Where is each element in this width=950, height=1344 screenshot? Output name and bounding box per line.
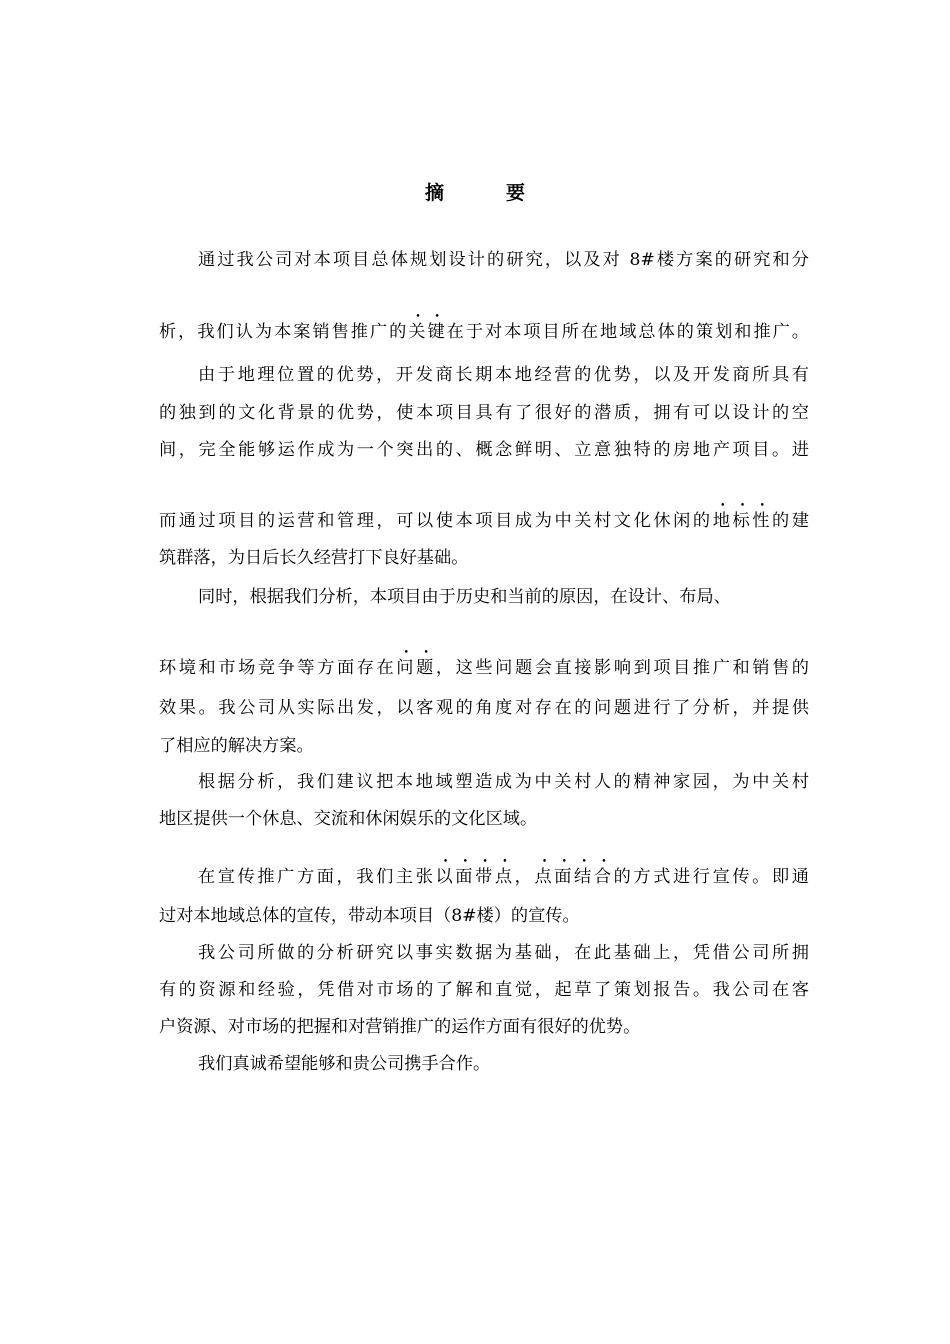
emphasized-text: 地标性: [712, 511, 773, 531]
paragraph-line: [159, 400, 809, 426]
emphasized-text: 关键: [408, 322, 447, 342]
paragraph-line: [198, 1051, 809, 1077]
line-text: ，这些问题会直接影响到项目推广和销售的: [435, 658, 809, 678]
line-text: ，: [514, 867, 535, 887]
paragraph-line: [159, 806, 809, 832]
paragraph-line: [198, 940, 809, 966]
line-text: 有的资源和经验，凭借对市场的了解和直觉，起草了策划报告。我公司在客: [159, 980, 809, 1000]
line-text: 地区提供一个休息、交流和休闲娱乐的文化区域。: [159, 809, 538, 829]
line-text: 间，完全能够运作成为一个突出的、概念鲜明、立意独特的房地产项目。进: [159, 440, 809, 460]
line-text: 效果。我公司从实际出发，以客观的角度对存在的问题进行了分析，并提供: [159, 698, 809, 718]
line-text: 过对本地域总体的宣传，带动本项目（8#楼）的宣传。: [159, 906, 580, 926]
line-text: 筑群落，为日后长久经营打下良好基础。: [159, 548, 469, 568]
emphasized-text: 问题: [396, 658, 436, 678]
paragraph-line: [198, 584, 809, 610]
paragraph-line: [159, 903, 809, 929]
emphasized-text: 以面带点: [435, 867, 515, 887]
line-text: 的方式进行宣传。即通: [613, 867, 809, 887]
paragraph-line: [159, 1014, 809, 1040]
line-text: 在宣传推广方面，我们主张: [198, 867, 436, 887]
line-text: 同时，根据我们分析，本项目由于历史和当前的原因，在设计、布局、: [198, 587, 731, 607]
title-char-1: 摘: [424, 182, 444, 204]
page-title: [0, 178, 950, 205]
paragraph-line: [198, 247, 809, 273]
paragraph-line: [198, 362, 809, 388]
line-text: 而通过项目的运营和管理，可以使本项目成为中关村文化休闲的: [159, 511, 713, 531]
emphasized-text: 点面结合: [534, 867, 614, 887]
line-text: 我公司所做的分析研究以事实数据为基础，在此基础上，凭借公司所拥: [198, 943, 809, 963]
line-text: 在于对本项目所在地域总体的策划和推广。: [446, 322, 809, 342]
paragraph-line: [159, 977, 809, 1003]
paragraph-line: [159, 733, 809, 759]
paragraph-line: [159, 648, 809, 678]
paragraph-line: [159, 501, 809, 531]
line-text: 环境和市场竞争等方面存在: [159, 658, 397, 678]
line-text: 根据分析，我们建议把本地域塑造成为中关村人的精神家园，为中关村: [198, 772, 809, 792]
title-char-2: 要: [506, 182, 526, 204]
paragraph-line: [198, 857, 809, 887]
line-text: 由于地理位置的优势，开发商长期本地经营的优势，以及开发商所具有: [198, 365, 809, 385]
paragraph-line: [198, 769, 809, 795]
line-text: 户资源、对市场的把握和对营销推广的运作方面有很好的优势。: [159, 1017, 641, 1037]
paragraph-line: [159, 695, 809, 721]
paragraph-line: [159, 437, 809, 463]
line-text: 的独到的文化背景的优势，使本项目具有了很好的潜质，拥有可以设计的空: [159, 403, 809, 423]
line-text: 了相应的解决方案。: [159, 736, 314, 756]
line-text: 析，我们认为本案销售推广的: [159, 322, 409, 342]
line-text: 我们真诚希望能够和贵公司携手合作。: [198, 1054, 491, 1074]
line-text: 通过我公司对本项目总体规划设计的研究，以及对 8#楼方案的研究和分: [198, 250, 809, 270]
paragraph-line: [159, 312, 809, 342]
line-text: 的建: [772, 511, 809, 531]
paragraph-line: [159, 545, 809, 571]
